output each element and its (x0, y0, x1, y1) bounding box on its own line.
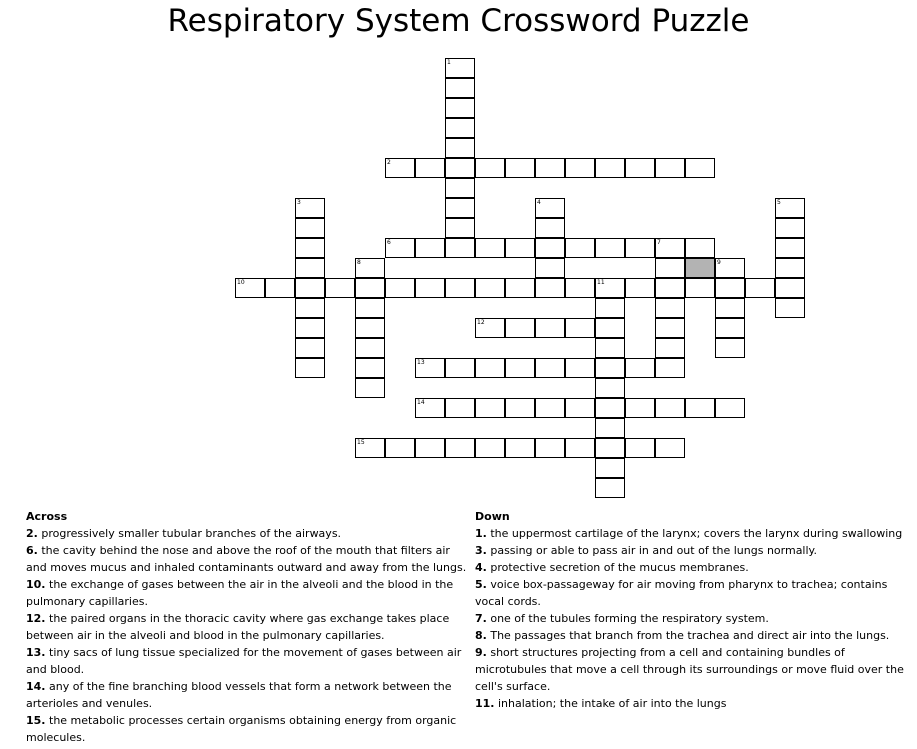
grid-cell[interactable] (565, 318, 595, 338)
grid-cell[interactable] (655, 398, 685, 418)
grid-cell[interactable] (715, 398, 745, 418)
down-clue (475, 542, 915, 559)
cell-number: 2 (387, 159, 391, 166)
across-clue (26, 525, 472, 542)
cell-number: 10 (237, 279, 245, 286)
grid-cell[interactable] (565, 398, 595, 418)
grid-cell[interactable] (775, 238, 805, 258)
grid-cell[interactable] (445, 398, 475, 418)
grid-cell[interactable] (475, 438, 505, 458)
grid-cell[interactable] (655, 238, 685, 258)
clue-number: 13. (26, 646, 46, 659)
grid-cell[interactable] (715, 258, 745, 278)
grid-cell[interactable] (475, 398, 505, 418)
grid-cell[interactable] (535, 258, 565, 278)
across-clue (26, 610, 472, 644)
grid-cell[interactable] (595, 438, 625, 458)
grid-cell[interactable] (415, 278, 445, 298)
clue-number: 3. (475, 544, 487, 557)
grid-cell[interactable] (685, 238, 715, 258)
cell-number: 8 (357, 259, 361, 266)
cell-number: 4 (537, 199, 541, 206)
cell-number: 1 (447, 59, 451, 66)
grid-cell[interactable] (655, 158, 685, 178)
grid-cell[interactable] (445, 158, 475, 178)
cell-number: 11 (597, 279, 605, 286)
grid-cell[interactable] (445, 58, 475, 78)
grid-cell[interactable] (625, 278, 655, 298)
down-clue (475, 576, 915, 610)
clue-number: 8. (475, 629, 487, 642)
grid-cell[interactable] (595, 298, 625, 318)
clue-text: the metabolic processes certain organisms obtaining energy from organic molecules. (26, 714, 457, 744)
grid-cell[interactable] (715, 298, 745, 318)
across-clue-list (26, 525, 472, 746)
grid-cell[interactable] (595, 238, 625, 258)
grid-cell[interactable] (415, 438, 445, 458)
grid-cell[interactable] (655, 258, 685, 278)
grid-cell[interactable] (715, 318, 745, 338)
clue-text: inhalation; the intake of air into the lungs (498, 697, 727, 710)
grid-cell[interactable] (445, 218, 475, 238)
grid-cell[interactable] (775, 198, 805, 218)
grid-cell[interactable] (595, 318, 625, 338)
grid-cell[interactable] (445, 118, 475, 138)
grid-cell[interactable] (565, 158, 595, 178)
grid-cell[interactable] (535, 238, 565, 258)
clue-number: 14. (26, 680, 46, 693)
grid-cell[interactable] (355, 298, 385, 318)
cell-number: 9 (717, 259, 721, 266)
grid-cell[interactable] (295, 278, 325, 298)
grid-cell[interactable] (535, 438, 565, 458)
grid-cell[interactable] (565, 278, 595, 298)
across-clue (26, 576, 472, 610)
grid-cell[interactable] (655, 298, 685, 318)
grid-cell[interactable] (295, 238, 325, 258)
clue-number: 6. (26, 544, 38, 557)
grid-cell[interactable] (595, 478, 625, 498)
grid-cell[interactable] (355, 378, 385, 398)
grid-cell[interactable] (535, 278, 565, 298)
cell-number: 15 (357, 439, 365, 446)
grid-cell[interactable] (295, 318, 325, 338)
grid-cell[interactable] (505, 278, 535, 298)
grid-cell[interactable] (535, 198, 565, 218)
grid-cell[interactable] (565, 438, 595, 458)
grid-cell[interactable] (535, 318, 565, 338)
grid-cell[interactable] (685, 278, 715, 298)
clue-number: 11. (475, 697, 495, 710)
down-clue (475, 644, 915, 695)
clue-text: the exchange of gases between the air in the alveoli and the blood in the pulmonary capillaries. (26, 578, 454, 608)
page-title: Respiratory System Crossword Puzzle (167, 3, 750, 39)
grid-cell[interactable] (685, 398, 715, 418)
grid-cell[interactable] (295, 198, 325, 218)
clue-number: 2. (26, 527, 38, 540)
grid-cell[interactable] (535, 358, 565, 378)
grid-cell[interactable] (415, 398, 445, 418)
cell-number: 14 (417, 399, 425, 406)
grid-cell[interactable] (565, 358, 595, 378)
grid-cell[interactable] (295, 298, 325, 318)
grid-cell[interactable] (385, 158, 415, 178)
down-clue (475, 559, 915, 576)
down-clue (475, 695, 915, 712)
clue-number: 9. (475, 646, 487, 659)
down-heading: Down (475, 510, 510, 523)
grid-cell[interactable] (415, 358, 445, 378)
clue-number: 7. (475, 612, 487, 625)
cell-number: 12 (477, 319, 485, 326)
grid-cell[interactable] (595, 358, 625, 378)
grid-cell[interactable] (595, 418, 625, 438)
across-clue (26, 644, 472, 678)
clue-number: 15. (26, 714, 46, 727)
grid-cell[interactable] (445, 98, 475, 118)
grid-cell[interactable] (535, 158, 565, 178)
grid-cell[interactable] (625, 158, 655, 178)
grid-cell[interactable] (775, 218, 805, 238)
grid-cell[interactable] (445, 358, 475, 378)
grid-cell[interactable] (445, 438, 475, 458)
grid-cell[interactable] (595, 158, 625, 178)
grid-cell[interactable] (355, 278, 385, 298)
clue-number: 4. (475, 561, 487, 574)
grid-cell[interactable] (625, 358, 655, 378)
grid-cell[interactable] (445, 278, 475, 298)
grid-cell[interactable] (505, 238, 535, 258)
clue-text: the uppermost cartilage of the larynx; covers the larynx during swallowing (490, 527, 903, 540)
grid-cell[interactable] (445, 178, 475, 198)
grid-cell[interactable] (595, 398, 625, 418)
clue-text: passing or able to pass air in and out of the lungs normally. (490, 544, 817, 557)
grid-cell[interactable] (355, 258, 385, 278)
grid-cell[interactable] (505, 318, 535, 338)
grid-cell[interactable] (295, 338, 325, 358)
grid-cell[interactable] (295, 358, 325, 378)
grid-cell[interactable] (655, 318, 685, 338)
grid-cell[interactable] (385, 238, 415, 258)
grid-cell[interactable] (775, 258, 805, 278)
clue-text: tiny sacs of lung tissue specialized for the movement of gases between air and blood. (26, 646, 462, 676)
grid-cell[interactable] (265, 278, 295, 298)
grid-cell[interactable] (475, 318, 505, 338)
clue-text: protective secretion of the mucus membranes. (490, 561, 749, 574)
grid-cell[interactable] (715, 278, 745, 298)
cell-number: 6 (387, 239, 391, 246)
grid-cell[interactable] (775, 298, 805, 318)
clue-text: one of the tubules forming the respiratory system. (490, 612, 769, 625)
grid-cell[interactable] (505, 358, 535, 378)
clue-text: voice box-passageway for air moving from pharynx to trachea; contains vocal cords. (475, 578, 888, 608)
grid-cell[interactable] (445, 138, 475, 158)
grid-cell[interactable] (505, 158, 535, 178)
clue-text: progressively smaller tubular branches of the airways. (41, 527, 342, 540)
grid-cell[interactable] (415, 158, 445, 178)
clue-number: 12. (26, 612, 46, 625)
grid-cell[interactable] (535, 398, 565, 418)
grid-cell[interactable] (595, 378, 625, 398)
cell-number: 3 (297, 199, 301, 206)
grid-cell[interactable] (535, 218, 565, 238)
grid-cell[interactable] (355, 358, 385, 378)
grid-cell[interactable] (445, 238, 475, 258)
clue-text: The passages that branch from the trachea and direct air into the lungs. (490, 629, 890, 642)
grid-cell[interactable] (475, 238, 505, 258)
clue-number: 10. (26, 578, 46, 591)
grid-cell[interactable] (475, 158, 505, 178)
grid-cell[interactable] (595, 458, 625, 478)
clue-text: any of the fine branching blood vessels that form a network between the arterioles and venules. (26, 680, 452, 710)
across-clue (26, 542, 472, 576)
grid-cell[interactable] (295, 218, 325, 238)
grid-cell[interactable] (505, 398, 535, 418)
grid-cell[interactable] (355, 438, 385, 458)
grid-cell[interactable] (235, 278, 265, 298)
down-clue (475, 627, 915, 644)
grid-cell[interactable] (655, 358, 685, 378)
grid-cell[interactable] (475, 278, 505, 298)
grid-cell[interactable] (625, 238, 655, 258)
shaded-cell (685, 258, 715, 278)
clue-text: short structures projecting from a cell and containing bundles of microtubules that move a cell through its surroundings or move fluid over the cell's surface. (475, 646, 904, 693)
grid-cell[interactable] (595, 278, 625, 298)
grid-cell[interactable] (325, 278, 355, 298)
grid-cell[interactable] (475, 358, 505, 378)
cell-number: 5 (777, 199, 781, 206)
grid-cell[interactable] (415, 238, 445, 258)
grid-cell[interactable] (445, 198, 475, 218)
grid-cell[interactable] (355, 338, 385, 358)
grid-cell[interactable] (655, 338, 685, 358)
grid-cell[interactable] (295, 258, 325, 278)
grid-cell[interactable] (685, 158, 715, 178)
down-clue (475, 610, 915, 627)
clue-number: 1. (475, 527, 487, 540)
grid-cell[interactable] (385, 278, 415, 298)
down-clue-list (475, 525, 915, 712)
clue-text: the paired organs in the thoracic cavity where gas exchange takes place between air in the alveoli and blood in the pulmonary capillaries. (26, 612, 450, 642)
grid-cell[interactable] (745, 278, 775, 298)
down-clue (475, 525, 915, 542)
grid-cell[interactable] (625, 398, 655, 418)
grid-cell[interactable] (715, 338, 745, 358)
across-heading: Across (26, 510, 68, 523)
clue-text: the cavity behind the nose and above the roof of the mouth that filters air and moves mucus and inhaled contaminants outward and away from the lungs. (26, 544, 467, 574)
grid-cell[interactable] (505, 438, 535, 458)
across-clues (26, 508, 472, 746)
cell-number: 7 (657, 239, 661, 246)
grid-cell[interactable] (655, 278, 685, 298)
grid-cell[interactable] (445, 78, 475, 98)
across-clue (26, 712, 472, 746)
grid-cell[interactable] (625, 438, 655, 458)
across-clue (26, 678, 472, 712)
grid-cell[interactable] (775, 278, 805, 298)
cell-number: 13 (417, 359, 425, 366)
grid-cell[interactable] (355, 318, 385, 338)
grid-cell[interactable] (385, 438, 415, 458)
clue-number: 5. (475, 578, 487, 591)
grid-cell[interactable] (565, 238, 595, 258)
grid-cell[interactable] (595, 338, 625, 358)
grid-cell[interactable] (655, 438, 685, 458)
down-clues (475, 508, 915, 712)
